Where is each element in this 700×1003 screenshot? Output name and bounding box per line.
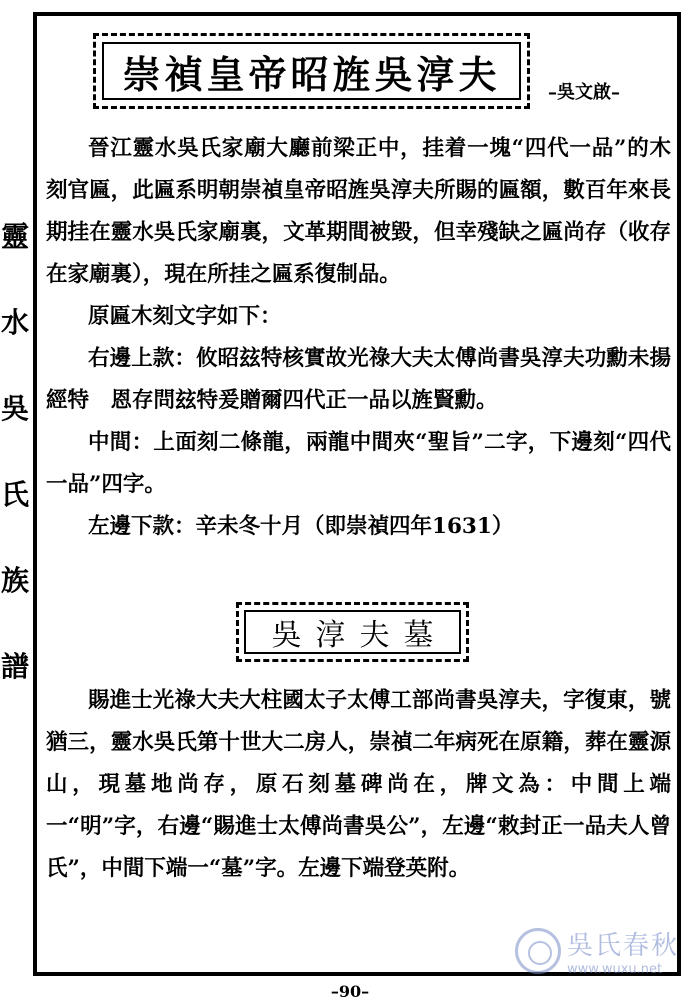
watermark [515, 920, 695, 982]
watermark-logo-icon [515, 928, 561, 974]
paragraph: 右邊上款：攸昭玆特核實故光祿大夫太傅尚書吳淳夫功勳未揚經特 恩存問玆特爰贈爾四代正一品以旌賢勳。 [46, 346, 671, 413]
side-title-char: 吳 [0, 392, 29, 425]
paragraph: 原匾木刻文字如下： [88, 304, 282, 329]
side-title-char: 譜 [0, 650, 29, 683]
paragraph: 晉江靈水吳氏家廟大廳前梁正中，挂着一塊“四代一品”的木刻官匾，此匾系明朝崇禎皇帝昭旌吳淳夫所賜的匾額，數百年來長期挂在靈水吳氏家廟裏，文革期間被毀，但幸殘缺之匾尚存（收存在家廟裏），現在所挂之匾系復制品。 [46, 136, 671, 287]
side-title [0, 215, 30, 731]
section1-body [46, 128, 671, 548]
paragraph: 中間：上面刻二條龍，兩龍中間夾“聖旨”二字，下邊刻“四代一品”四字。 [46, 430, 671, 497]
author-line: –吳文啟– [548, 82, 620, 103]
side-title-char: 水 [0, 306, 29, 339]
paragraph: 左邊下款：辛未冬十月（即崇禎四年1631） [88, 514, 514, 539]
side-title-char: 氏 [0, 478, 29, 511]
paragraph: 賜進士光祿大夫大柱國太子太傅工部尚書吳淳夫，字復東，號猶三，靈水吳氏第十世大二房人，崇禎二年病死在原籍，葬在靈源山，現墓地尚存，原石刻墓碑尚在，牌文為：中間上端一“明”字，右邊“賜進士太傅尚書吳公”，左邊“敕封正一品夫人曾氏”，中間下端一“墓”字。左邊下端登英附。 [46, 688, 671, 881]
page-number: –90– [330, 982, 370, 1001]
page-title: 崇禎皇帝昭旌吳淳夫 [122, 51, 501, 97]
side-title-char: 靈 [0, 220, 29, 253]
watermark-url: www.wuxu.net [567, 962, 663, 977]
section2-body [46, 680, 671, 890]
section-heading-box [236, 602, 469, 662]
side-title-char: 族 [0, 564, 29, 597]
watermark-name: 吳氏春秋 [567, 931, 680, 961]
section-heading: 吳淳夫墓 [271, 618, 448, 653]
title-box [93, 33, 530, 109]
